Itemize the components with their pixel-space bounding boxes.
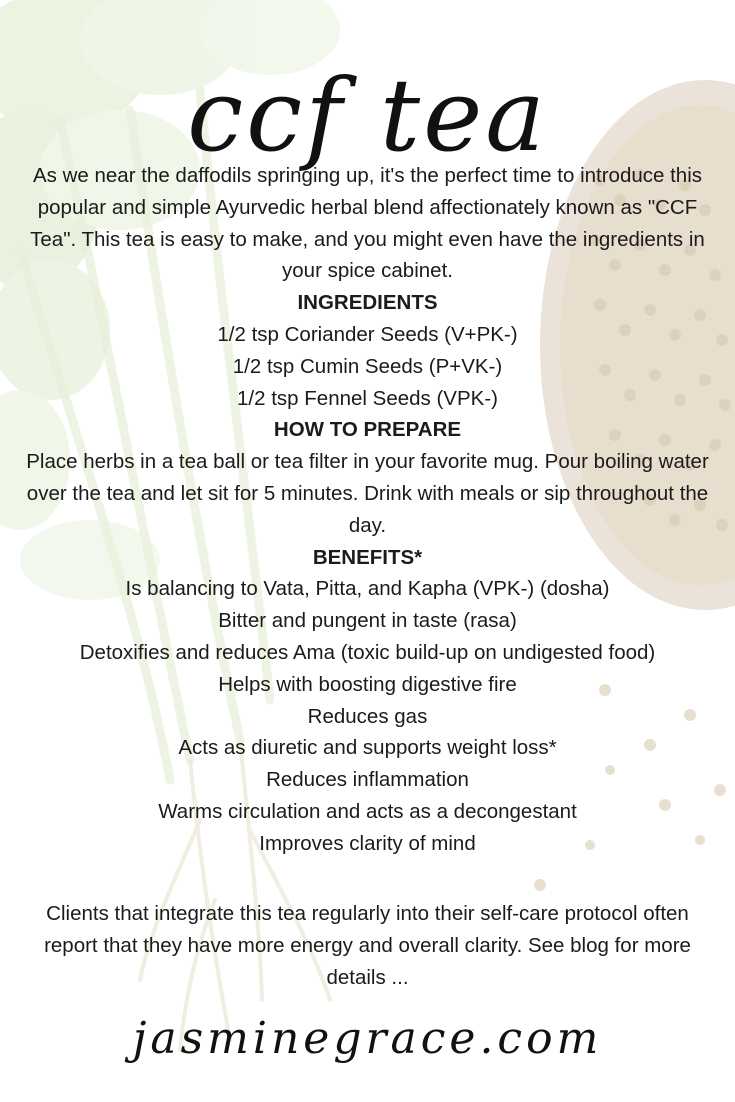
ingredient-item: 1/2 tsp Coriander Seeds (V+PK-) — [217, 322, 518, 346]
benefit-item: Helps with boosting digestive fire — [218, 672, 517, 696]
how-to-prepare-heading: HOW TO PREPARE — [273, 418, 462, 442]
ingredient-item: 1/2 tsp Cumin Seeds (P+VK-) — [232, 354, 503, 378]
closing-paragraph: Clients that integrate this tea regularly into their self-care protocol often report that they have more energy and overall clarity. See blog for more details ... — [44, 902, 691, 989]
prepare-paragraph: Place herbs in a tea ball or tea filter in your favorite mug. Pour boiling water over the tea and let sit for 5 minutes. Drink with meals or sip throughout the day. — [26, 450, 709, 537]
benefit-item: Is balancing to Vata, Pitta, and Kapha (VPK-) (dosha) — [125, 577, 610, 601]
benefit-item: Improves clarity of mind — [259, 831, 476, 855]
benefits-heading: BENEFITS* — [312, 545, 423, 569]
intro-paragraph: As we near the daffodils springing up, it's the perfect time to introduce this popular and simple Ayurvedic herbal blend affectionately known as "CCF Tea". This tea is easy to make, and you might even have the ingredients in your spice cabinet. — [30, 164, 705, 283]
benefit-item: Reduces gas — [307, 704, 428, 728]
main-text-block — [24, 160, 711, 860]
ingredients-heading: INGREDIENTS — [297, 291, 438, 315]
benefit-item: Detoxifies and reduces Ama (toxic build-up on undigested food) — [79, 640, 656, 664]
page-title: ccf tea — [187, 57, 548, 174]
benefit-item: Warms circulation and acts as a decongestant — [158, 799, 577, 823]
benefit-item: Acts as diuretic and supports weight loss* — [178, 736, 557, 760]
ingredient-item: 1/2 tsp Fennel Seeds (VPK-) — [237, 386, 498, 410]
benefit-item: Reduces inflammation — [266, 768, 469, 792]
benefit-item: Bitter and pungent in taste (rasa) — [218, 609, 517, 633]
website-signature: jasminegrace.com — [132, 1013, 603, 1064]
